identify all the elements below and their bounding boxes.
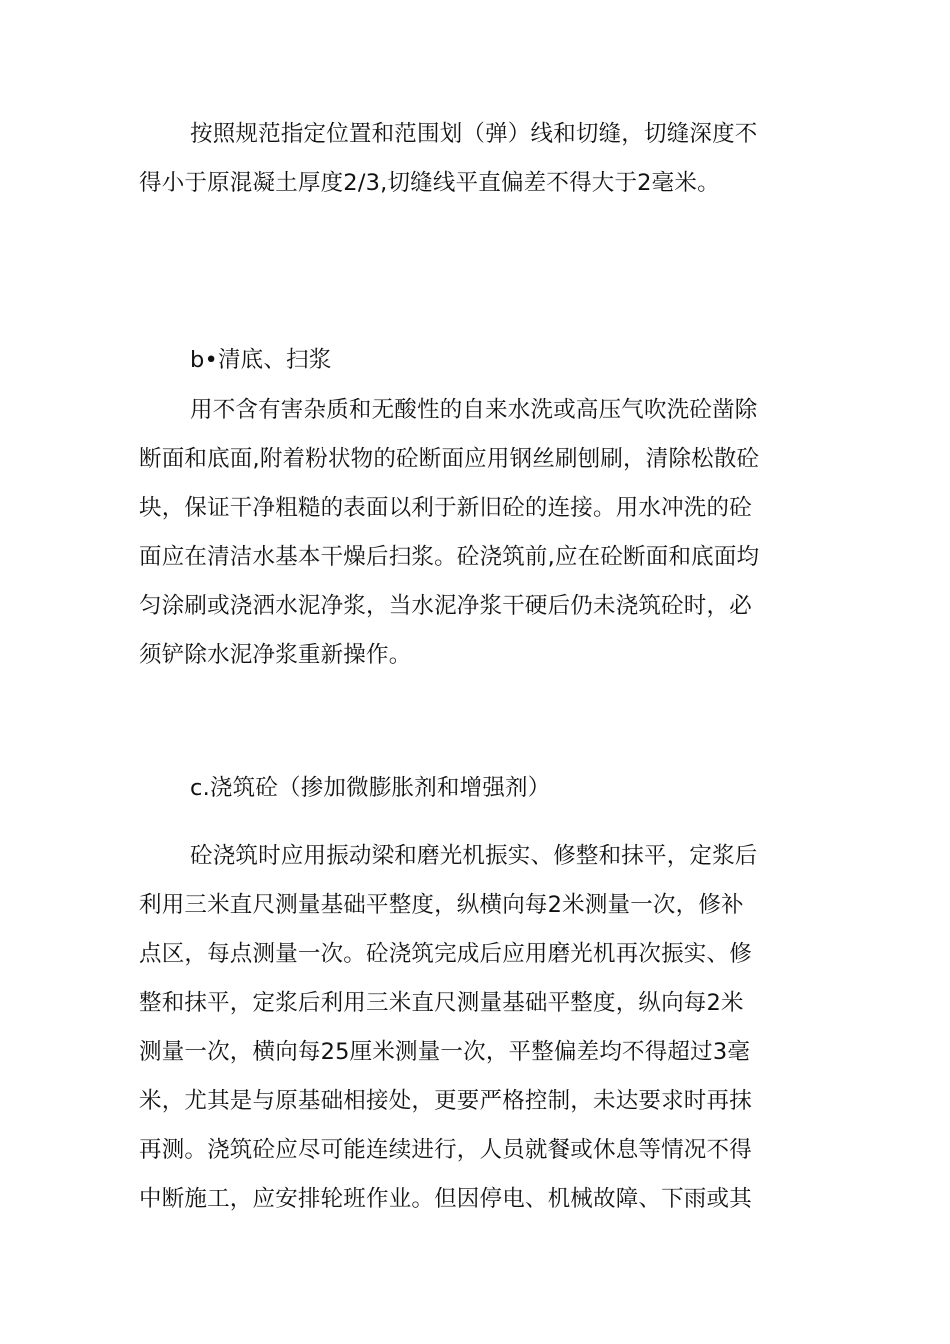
text-line: 得小于原混凝土厚度2/3,切缝线平直偏差不得大于2毫米。 bbox=[139, 170, 720, 196]
text-line: 砼浇筑时应用振动梁和磨光机振实、修整和抹平，定浆后 bbox=[190, 843, 758, 869]
text-line: 按照规范指定位置和范围划（弹）线和切缝，切缝深度不 bbox=[190, 121, 758, 147]
section-b-body bbox=[139, 386, 819, 680]
text-line: 米，尤其是与原基础相接处，更要严格控制，未达要求时再抹 bbox=[139, 1088, 752, 1114]
text-line: 匀涂刷或浇洒水泥净浆，当水泥净浆干硬后仍未浇筑砼时，必 bbox=[139, 593, 752, 619]
text-line: 测量一次，横向每25厘米测量一次，平整偏差均不得超过3毫 bbox=[139, 1039, 751, 1065]
text-line: 用不含有害杂质和无酸性的自来水洗或高压气吹洗砼凿除 bbox=[190, 397, 758, 423]
text-line: 须铲除水泥净浆重新操作。 bbox=[139, 642, 412, 668]
text-line: 点区，每点测量一次。砼浇筑完成后应用磨光机再次振实、修 bbox=[139, 941, 752, 967]
text-line: 面应在清洁水基本干燥后扫浆。砼浇筑前,应在砼断面和底面均 bbox=[139, 544, 760, 570]
text-line: 利用三米直尺测量基础平整度，纵横向每2米测量一次，修补 bbox=[139, 892, 744, 918]
paragraph-cutting bbox=[139, 110, 819, 208]
section-c-heading: c.浇筑砼（掺加微膨胀剂和增强剂） bbox=[190, 775, 551, 801]
text-line: 再测。浇筑砼应尽可能连续进行，人员就餐或休息等情况不得 bbox=[139, 1137, 752, 1163]
section-c-body bbox=[139, 832, 819, 1224]
text-line: 块，保证干净粗糙的表面以利于新旧砼的连接。用水冲洗的砼 bbox=[139, 495, 752, 521]
text-line: 整和抹平，定浆后利用三米直尺测量基础平整度，纵向每2米 bbox=[139, 990, 744, 1016]
text-line: 中断施工，应安排轮班作业。但因停电、机械故障、下雨或其 bbox=[139, 1186, 752, 1212]
section-b-heading: b•清底、扫浆 bbox=[190, 347, 332, 373]
text-line: 断面和底面,附着粉状物的砼断面应用钢丝刷刨刷，清除松散砼 bbox=[139, 446, 760, 472]
